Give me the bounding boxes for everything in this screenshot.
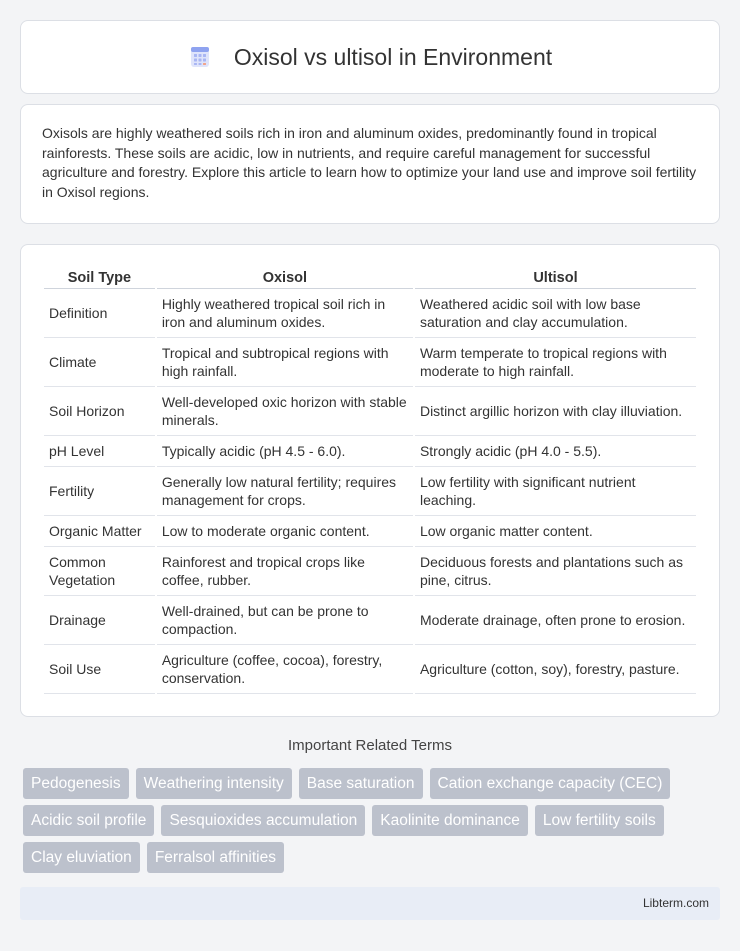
row-label: Fertility: [44, 467, 155, 516]
oxisol-cell: Typically acidic (pH 4.5 - 6.0).: [157, 436, 413, 467]
comparison-table-card: [20, 244, 720, 717]
related-terms-tags: [23, 768, 723, 879]
oxisol-cell: Well-drained, but can be prone to compaction.: [157, 596, 413, 645]
related-terms-title: Important Related Terms: [288, 737, 452, 754]
footer-brand-link[interactable]: Libterm.com: [642, 896, 709, 910]
row-label: Soil Horizon: [44, 387, 155, 436]
tag-cation-exchange-capacity[interactable]: Cation exchange capacity (CEC): [430, 768, 671, 799]
tag-ferralsol-affinities[interactable]: Ferralsol affinities: [147, 842, 284, 873]
oxisol-cell: Agriculture (coffee, cocoa), forestry, conservation.: [157, 645, 413, 694]
ultisol-cell: Strongly acidic (pH 4.0 - 5.5).: [415, 436, 696, 467]
table-row: [44, 547, 696, 596]
ultisol-cell: Deciduous forests and plantations such as pine, citrus.: [415, 547, 696, 596]
row-label: Common Vegetation: [44, 547, 155, 596]
table-row: [44, 467, 696, 516]
table-row: [44, 645, 696, 694]
table-row: [44, 338, 696, 387]
header-card: [20, 20, 720, 94]
tag-row: [23, 768, 723, 799]
ultisol-cell: Low fertility with significant nutrient leaching.: [415, 467, 696, 516]
tag-low-fertility-soils[interactable]: Low fertility soils: [535, 805, 664, 836]
comparison-table: [42, 266, 698, 694]
row-label: pH Level: [44, 436, 155, 467]
ultisol-cell: Moderate drainage, often prone to erosion.: [415, 596, 696, 645]
oxisol-cell: Highly weathered tropical soil rich in iron and aluminum oxides.: [157, 289, 413, 338]
ultisol-cell: Low organic matter content.: [415, 516, 696, 547]
ultisol-cell: Distinct argillic horizon with clay illuviation.: [415, 387, 696, 436]
row-label: Drainage: [44, 596, 155, 645]
document-grid-icon: [188, 45, 212, 69]
row-label: Definition: [44, 289, 155, 338]
oxisol-cell: Low to moderate organic content.: [157, 516, 413, 547]
tag-clay-eluviation[interactable]: Clay eluviation: [23, 842, 140, 873]
tag-sesquioxides-accumulation[interactable]: Sesquioxides accumulation: [161, 805, 365, 836]
column-header-soil-type: Soil Type: [44, 266, 155, 289]
table-row: [44, 516, 696, 547]
tag-pedogenesis[interactable]: Pedogenesis: [23, 768, 129, 799]
ultisol-cell: Warm temperate to tropical regions with moderate to high rainfall.: [415, 338, 696, 387]
tag-row: [23, 805, 723, 836]
row-label: Soil Use: [44, 645, 155, 694]
table-row: [44, 289, 696, 338]
page-title: Oxisol vs ultisol in Environment: [233, 43, 553, 70]
footer: [20, 887, 720, 920]
table-row: [44, 596, 696, 645]
column-header-ultisol: Ultisol: [415, 266, 696, 289]
table-row: [44, 387, 696, 436]
row-label: Climate: [44, 338, 155, 387]
oxisol-cell: Tropical and subtropical regions with high rainfall.: [157, 338, 413, 387]
intro-text: Oxisols are highly weathered soils rich in iron and aluminum oxides, predominantly found in tropical rainforests. These soils are acidic, low in nutrients, and require careful management for successful agriculture and forestry. Explore this article to learn how to optimize your land use and improve soil fertility in Oxisol regions.: [42, 125, 697, 200]
oxisol-cell: Rainforest and tropical crops like coffee, rubber.: [157, 547, 413, 596]
oxisol-cell: Generally low natural fertility; requires management for crops.: [157, 467, 413, 516]
tag-acidic-soil-profile[interactable]: Acidic soil profile: [23, 805, 154, 836]
column-header-oxisol: Oxisol: [157, 266, 413, 289]
row-label: Organic Matter: [44, 516, 155, 547]
oxisol-cell: Well-developed oxic horizon with stable minerals.: [157, 387, 413, 436]
table-row: [44, 436, 696, 467]
ultisol-cell: Weathered acidic soil with low base saturation and clay accumulation.: [415, 289, 696, 338]
tag-kaolinite-dominance[interactable]: Kaolinite dominance: [372, 805, 528, 836]
intro-card: [20, 104, 720, 224]
tag-row: [23, 842, 723, 873]
tag-weathering-intensity[interactable]: Weathering intensity: [136, 768, 292, 799]
ultisol-cell: Agriculture (cotton, soy), forestry, pasture.: [415, 645, 696, 694]
tag-base-saturation[interactable]: Base saturation: [299, 768, 423, 799]
